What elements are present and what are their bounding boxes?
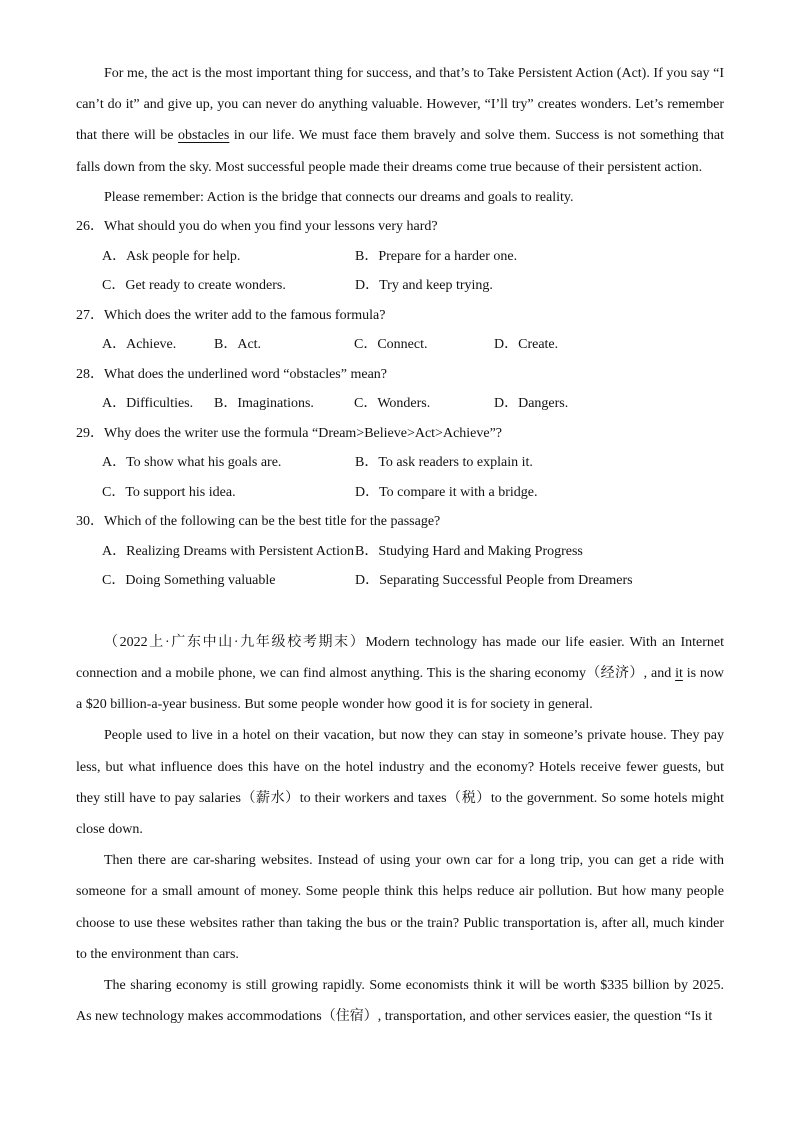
- question-30-options-row-1: [76, 537, 724, 567]
- passage2-paragraph-2: People used to live in a hotel on their vacation, but now they can stay in someone’s private house. They pay less, but what influence does this have on the hotel industry and the economy? Hotels receive fewer guests, but they still have to pay salaries（薪水）to their workers and taxes（税）to the government. So some hotels might close down.: [76, 728, 724, 838]
- text: （2022上·广东中山·九年级校考期末）Modern technology has made our life easier. With an Internet connection and a mobile phone, we can find almost anything. This is the sharing economy（经济）, and: [76, 634, 724, 682]
- option-d[interactable]: D．Dangers.: [494, 396, 569, 412]
- question-27-stem: 27．Which does the writer add to the famous formula?: [76, 307, 386, 323]
- option-a[interactable]: A．To show what his goals are.: [102, 455, 282, 471]
- option-c[interactable]: C．To support his idea.: [102, 484, 236, 500]
- option-b[interactable]: B．Act.: [214, 337, 262, 353]
- question-26-options-row-2: [76, 271, 724, 301]
- passage2-paragraph-3: Then there are car-sharing websites. Instead of using your own car for a long trip, you can get a ride with someone for a small amount of money. Some people think this helps reduce air pollution. But how many people choose to use these websites rather than taking the bus or the train? Public transportation is, after all, much kinder to the environment than cars.: [76, 853, 724, 962]
- passage2-paragraph-4: The sharing economy is still growing rapidly. Some economists think it will be worth $335 billion by 2025. As new technology makes accommodations（住宿）, transportation, and other services easier, the question “Is it: [76, 978, 724, 1025]
- passage2-paragraph-1: [76, 627, 724, 721]
- option-a[interactable]: A．Achieve.: [102, 337, 177, 353]
- question-30-stem: 30．Which of the following can be the best title for the passage?: [76, 514, 441, 530]
- question-29-stem: 29．Why does the writer use the formula “Dream>Believe>Act>Achieve”?: [76, 425, 503, 441]
- text: in our life. We must face them bravely and solve them. Success is not something that falls down from the sky. Most successful people made their dreams come true because of their persistent action.: [76, 128, 724, 175]
- question-26-options-row-1: [76, 242, 724, 272]
- option-b[interactable]: B．Studying Hard and Making Progress: [355, 543, 583, 559]
- option-d[interactable]: D．Separating Successful People from Dreamers: [355, 573, 633, 589]
- question-28-options: [76, 389, 724, 419]
- option-c[interactable]: C．Get ready to create wonders.: [102, 278, 286, 294]
- question-30-options-row-2: [76, 566, 724, 596]
- option-b[interactable]: B．Imaginations.: [214, 396, 314, 412]
- question-26-stem: 26．What should you do when you find your lessons very hard?: [76, 219, 438, 235]
- underlined-word-obstacles: obstacles: [178, 128, 230, 144]
- question-27-options: [76, 330, 724, 360]
- text: For me, the act is the most important thing for success, and that’s to Take Persistent Action (Act). If you say “I can’t do it” and give up, you can never do anything valuable. However, “I’ll try” creates wonders. Let’s remember that there will be: [76, 66, 724, 144]
- question-28-stem: 28．What does the underlined word “obstacles” mean?: [76, 366, 388, 382]
- question-29-options-row-2: [76, 478, 724, 508]
- question-29-options-row-1: [76, 448, 724, 478]
- option-a[interactable]: A．Ask people for help.: [102, 248, 241, 264]
- document-page: [76, 58, 724, 1032]
- section-divider-space: [76, 596, 724, 627]
- passage1-paragraph-2: Please remember: Action is the bridge that connects our dreams and goals to reality.: [104, 189, 574, 205]
- passage1-paragraph-1: [76, 58, 724, 183]
- option-c[interactable]: C．Wonders.: [354, 396, 431, 412]
- option-c[interactable]: C．Doing Something valuable: [102, 573, 276, 589]
- option-d[interactable]: D．Try and keep trying.: [355, 278, 493, 294]
- text: is now a $20 billion-a-year business. But some people wonder how good it is for society in general.: [76, 666, 724, 713]
- option-c[interactable]: C．Connect.: [354, 337, 428, 353]
- option-d[interactable]: D．To compare it with a bridge.: [355, 484, 538, 500]
- option-a[interactable]: A．Difficulties.: [102, 396, 194, 412]
- option-a[interactable]: A．Realizing Dreams with Persistent Action: [102, 543, 354, 559]
- option-d[interactable]: D．Create.: [494, 337, 559, 353]
- option-b[interactable]: B．To ask readers to explain it.: [355, 455, 533, 471]
- option-b[interactable]: B．Prepare for a harder one.: [355, 248, 518, 264]
- underlined-word-it: it: [675, 666, 683, 682]
